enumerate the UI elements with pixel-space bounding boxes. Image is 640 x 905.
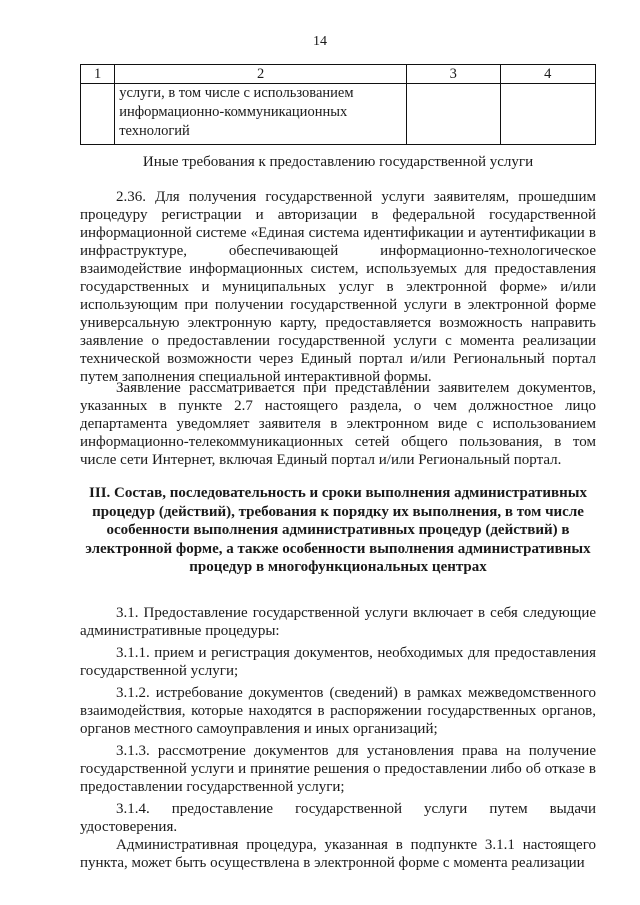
- table-header-row: [81, 65, 596, 84]
- section-iii-title: III. Состав, последовательность и сроки выполнения административных процедур (действий), требования к порядку их выполнения, в том числе особенности выполнения административных процедур (действий) в электронной форме, а также особенности выполнения административных процедур в многофункциональных центрах: [85, 485, 591, 576]
- table-cell: [500, 84, 595, 145]
- list-item: 3.1.3. рассмотрение документов для установления права на получение государственной услуги и принятие решения о предоставлении либо об отказе в предоставлении государственной услуги;: [80, 743, 596, 795]
- list-item: Административная процедура, указанная в подпункте 3.1.1 настоящего пункта, может быть осуществлена в электронной форме с момента реализации: [80, 837, 596, 871]
- table-header-cell: 4: [500, 65, 595, 84]
- procedures-list: [80, 604, 596, 876]
- table-cell: [81, 84, 115, 145]
- table-cell: [407, 84, 501, 145]
- continuation-table: [80, 64, 596, 145]
- table-header-cell: 2: [115, 65, 407, 84]
- list-item: 3.1.4. предоставление государственной услуги путем выдачи удостоверения.: [80, 801, 596, 835]
- list-item: 3.1.1. прием и регистрация документов, необходимых для предоставления государственной услуги;: [80, 645, 596, 679]
- table-header-cell: 1: [81, 65, 115, 84]
- table-header-cell: 3: [407, 65, 501, 84]
- list-item: 3.1. Предоставление государственной услуги включает в себя следующие административные процедуры:: [80, 605, 596, 639]
- list-item: 3.1.2. истребование документов (сведений) в рамках межведомственного взаимодействия, которые находятся в распоряжении государственных органов, органов местного самоуправления и иных организаций;: [80, 685, 596, 737]
- page-number: 14: [313, 34, 327, 49]
- paragraph-statement: Заявление рассматривается при представлении заявителем документов, указанных в пункте 2.7 настоящего раздела, о чем должностное лицо департамента уведомляет заявителя в электронном виде с использованием информационно-телекоммуникационных сетей общего пользования, в том числе сети Интернет, включая Единый портал и/или Региональный портал.: [80, 380, 596, 468]
- paragraph-2-36: 2.36. Для получения государственной услуги заявителям, прошедшим процедуру регистрации и авторизации в федеральной государственной информационной системе «Единая система идентификации и аутентификации в инфраструктуре, обеспечивающей информационно-технологическое взаимодействие информационных систем, используемых для предоставления государственных и муниципальных услуг в электронной форме» и/или использующим при получении государственной услуги в электронной форме универсальную электронную карту, предоставляется возможность направить заявление о предоставлении государственной услуги с момента реализации технической возможности через Единый портал и/или Региональный портал путем заполнения специальной интерактивной формы.: [80, 189, 596, 385]
- section-heading-other-requirements: Иные требования к предоставлению государственной услуги: [142, 154, 534, 170]
- table-row: [81, 84, 596, 145]
- table-cell: услуги, в том числе с использованием информационно-коммуникационных технологий: [115, 84, 407, 145]
